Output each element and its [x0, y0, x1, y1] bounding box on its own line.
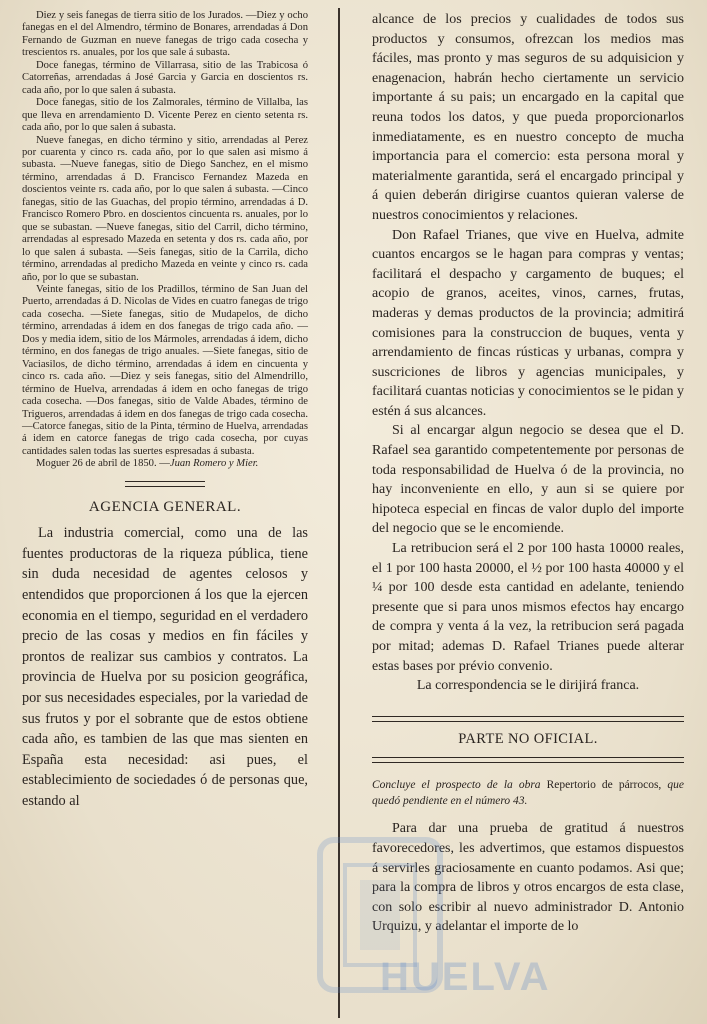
agency-general-body [22, 523, 308, 811]
left-paragraph-5: Veinte fanegas, sitio de los Pradillos, término de San Juan del Puerto, arrendadas á D. Nicolas de Vides en cuatro fanegas de trigo cada cosecha. —Siete fanegas, sitio de Mudapelos, de dicho término, arrendadas á idem en dos fanegas de trigo cada año. —Dos y media idem, sitio de los Mármoles, arrendadas á idem, dicho término, en dos fanegas de trigo anuales. —Siete fanegas, sitio de Vaciasilos, de dicho término, arrendadas á idem en cincuenta y cinco rs. cada año. —Diez y seis fanegas, sitio del Almendrillo, término de Huelva, arrendadas á idem en ocho fanegas de trigo cada cosecha. —Dos fanegas, sitio de Valde Abades, término de Trigueros, arrendadas á idem en dos fanegas de trigo cada cosecha. —Catorce fanegas, sitio de la Pinta, término de Huelva, arrendadas á idem en catorce fanegas de trigo cada cosecha, por cuyas cantidades salen todas las suertes espresadas á subasta. [22, 283, 308, 457]
left-paragraph-1: Diez y seis fanegas de tierra sitio de los Jurados. —Diez y ocho fanegas en el del Almendro, término de Bonares, arrendadas á Don Fernando de Guzman en nueve fanegas de trigo cada cosecha y trescientos rs. anuales, por los que sale á subasta. [22, 10, 308, 59]
parte-no-oficial-heading: PARTE NO OFICIAL. [458, 730, 598, 747]
signature-date: Moguer 26 de abril de 1850. — [36, 458, 170, 470]
column-divider [338, 8, 340, 1018]
final-paragraph: Para dar una prueba de gratitud á nuestros favorecedores, les advertimos, que estamos dispuestos á servirles graciosamente en cuanto podamos. Asi que; para la compra de libros y otros encargos de esta clase, con solo escribir al nuevo administrador D. Antonio Urquizu, y adelantar el importe de lo [372, 821, 684, 935]
right-paragraph-1: alcance de los precios y cualidades de todos sus productos y consumos, ofrezcan los medios mas fáciles, mas pronto y mas seguros de su adquisicion y enagenacion, habrán hecho ciertamente un servicio importante á su pais; un encargado en la capital que reuna todos los datos, y que pueda proporcionarlos inmediatamente, es en nuestro concepto de mucha importancia para el comercio: esta persona moral y materialmente garantida, será el encargado principal y á quien deberán dirigirse cuantos quieran valerse de nuestros conocimientos y relaciones. [372, 12, 684, 223]
note-work-title: Repertorio de párrocos, [546, 779, 662, 792]
agency-general-heading: AGENCIA GENERAL. [88, 498, 242, 515]
agency-paragraph: La industria comercial, como una de las fuentes productoras de la riqueza pública, tiene sin duda necesidad de agentes celosos y entendidos que proporcionen á los que la ejercen economia en el tiempo, seguridad en el verdadero precio de las cosas y medios en fin fáciles y prontos de realizar sus cambios y contratos. La provincia de Huelva por su posicion geográfica, por sus necesidades especiales, por la variedad de sus frutos y por el sobrante que de estos obtiene cada año, es tambien de las que mas sienten en España esta necesidad: asi pues, el establecimiento de sociedades ó de personas que, estando al [22, 525, 308, 809]
signature-line [22, 458, 308, 470]
left-paragraph-4: Nueve fanegas, en dicho término y sitio, arrendadas al Perez por cuarenta y cinco rs. cada año, por lo que salen asi mismo á subasta. —Nueve fanegas, sitio de Diego Sanchez, en el mismo término, arrendadas á D. Francisco Fernandez Mazeda en doscientos veinte rs. cada año, por lo que salen á subasta. —Cinco fanegas, sitio de las Guachas, del propio término, arrendadas á D. Francisco Romero Pbro. en doscientos cincuenta rs. anuales, por lo que se subastan. —Nueve fanegas, sitio del Carril, dicho término, arrendadas al espresado Mazeda en setenta y dos rs. cada año, por lo que salen á subasta. —Seis fanegas, sitio de la Carrila, dicho término, arrendadas al predicho Mazeda en veinte y cinco rs. cada año, por lo que se subastan. [22, 134, 308, 283]
section-divider-short [125, 481, 205, 487]
section-divider-bottom [372, 757, 684, 763]
left-column [22, 10, 308, 812]
left-paragraph-3: Doce fanegas, sitio de los Zalmorales, término de Villalba, las que lleva en arrendamiento D. Vicente Perez en ciento setenta rs. cada año, por lo que salen á subasta. [22, 97, 308, 134]
right-paragraph-3: Si al encargar algun negocio se desea que el D. Rafael sea garantido competentemente por personas de toda responsabilidad de Huelva ó de la provincia, no hay inconveniente en ello, y aun si se quiere por hipoteca especial en fincas de valor duplo del importe del negocio que se le encomiende. [372, 423, 684, 537]
prospecto-note [372, 777, 684, 809]
note-part-2: que quedó pendiente en el número 43. [372, 779, 684, 808]
note-part-1: Concluye el prospecto de la obra [372, 779, 541, 792]
section-divider-top [372, 716, 684, 722]
right-paragraph-2: Don Rafael Trianes, que vive en Huelva, admite cuantos encargos se le hagan para compras y ventas; facilitará el despacho y cargamento de buques; el acopio de granos, aceites, vinos, carnes, frutas, maderas y demas productos de la provincia; admitirá comisiones para la construccion de buques, venta y arrendamiento de fincas rústicas y urbanas, compra y suscriciones de libros y agencias municipales, y facilitará cuantas noticias y conocimientos se le pidan y estén á sus alcances. [372, 227, 684, 419]
right-column [372, 10, 684, 937]
left-paragraph-2: Doce fanegas, término de Villarrasa, sitio de las Trabicosa ó Catorreñas, arrendadas á José Garcia y Garcia en doscientos rs. cada año, por lo que salen á subasta. [22, 59, 308, 96]
watermark-text: HUELVA [380, 955, 551, 999]
signature-name: Juan Romero y Mier. [169, 458, 259, 470]
right-paragraph-4: La retribucion será el 2 por 100 hasta 10000 reales, el 1 por 100 hasta 20000, el ½ por 100 hasta 40000 y el ¼ por 100 desde esta cantidad en adelante, teniendo presente que si para unos mismos efectos hay encargo de compra y venta á la vez, la retribucion será pagada por mitad; ademas D. Rafael Trianes puede alterar estas bases por prévio convenio. [372, 541, 684, 674]
closing-line: La correspondencia se le dirijirá franca. [416, 678, 640, 694]
